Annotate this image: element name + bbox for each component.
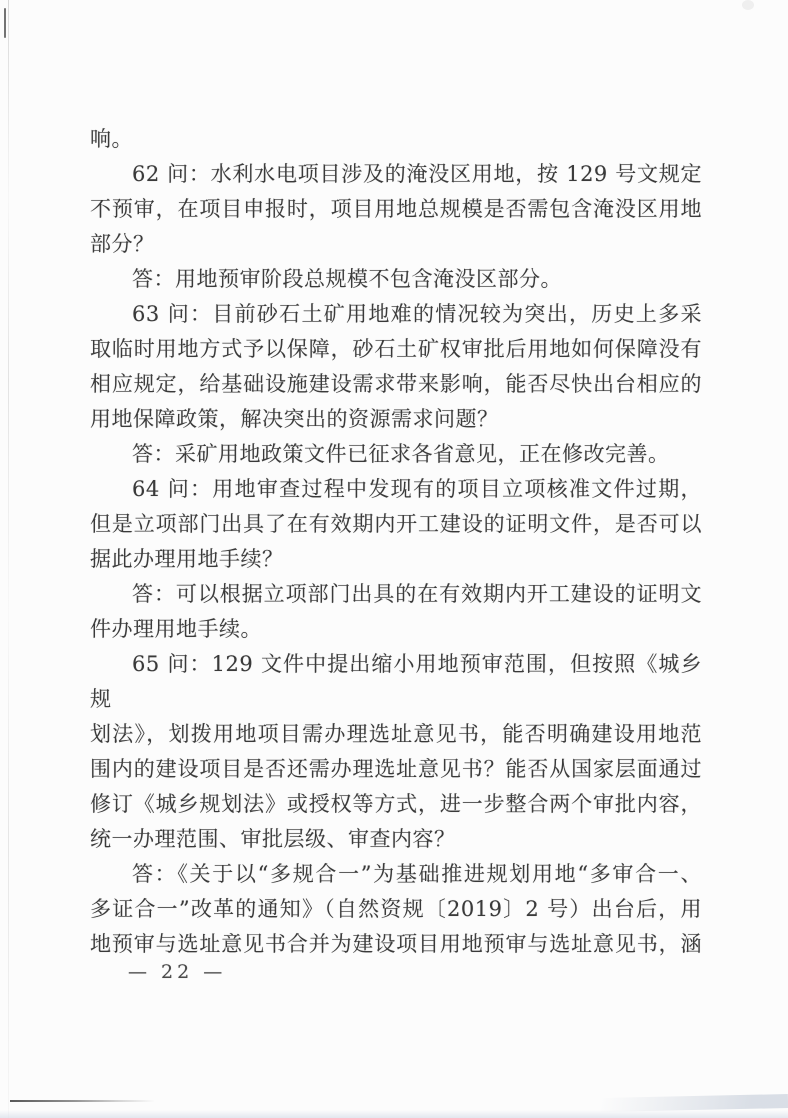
text-line: 件办理用地手续。 — [90, 617, 262, 641]
scan-artifact-left-dash — [4, 8, 6, 38]
text-line: 响。 — [90, 127, 133, 151]
text-line: 63 问：目前砂石土矿用地难的情况较为突出，历史上多采 — [132, 302, 702, 326]
text-line: 答：采矿用地政策文件已征求各省意见，正在修改完善。 — [132, 442, 670, 466]
scan-artifact-bottom-line — [10, 1100, 155, 1102]
paragraph — [90, 262, 702, 297]
scan-artifact-bottom-band — [0, 1110, 788, 1118]
paragraph — [90, 437, 702, 472]
text-line: 62 问：水利水电项目涉及的淹没区用地，按 129 号文规定 — [132, 162, 702, 186]
text-line: 修订《城乡规划法》或授权等方式，进一步整合两个审批内容， — [90, 792, 702, 816]
paragraph — [90, 857, 702, 962]
text-line: 统一办理范围、审批层级、审查内容？ — [90, 827, 456, 851]
text-line: 用地保障政策，解决突出的资源需求问题？ — [90, 407, 499, 431]
scan-artifact-left-line — [8, 0, 9, 1118]
text-line: 取临时用地方式予以保障，砂石土矿权审批后用地如何保障没有 — [90, 337, 702, 361]
paragraph — [90, 122, 702, 157]
paragraph — [90, 577, 702, 647]
text-line: 地预审与选址意见书合并为建设项目用地预审与选址意见书，涵 — [90, 932, 702, 956]
paragraph — [90, 472, 702, 577]
document-body — [90, 122, 702, 962]
page-number: — 22 — — [128, 961, 227, 983]
text-line: 64 问：用地审查过程中发现有的项目立项核准文件过期， — [132, 477, 702, 501]
scan-artifact-bottom-right-streak — [600, 1094, 788, 1112]
text-line: 不预审，在项目申报时，项目用地总规模是否需包含淹没区用地 — [90, 197, 702, 221]
text-line: 据此办理用地手续？ — [90, 547, 284, 571]
paragraph — [90, 157, 702, 262]
text-line: 但是立项部门出具了在有效期内开工建设的证明文件，是否可以 — [90, 512, 702, 536]
text-line: 答：可以根据立项部门出具的在有效期内开工建设的证明文 — [132, 582, 702, 606]
text-line: 65 问：129 文件中提出缩小用地预审范围，但按照《城乡规 — [90, 652, 702, 711]
text-line: 围内的建设项目是否还需办理选址意见书？能否从国家层面通过 — [90, 757, 702, 781]
scan-artifact-top-smudge — [742, 0, 754, 10]
text-line: 相应规定，给基础设施建设需求带来影响，能否尽快出台相应的 — [90, 372, 702, 396]
text-line: 多证合一”改革的通知》（自然资规〔2019〕2 号）出台后，用 — [90, 897, 702, 921]
text-line: 划法》，划拨用地项目需办理选址意见书，能否明确建设用地范 — [90, 722, 702, 746]
paragraph — [90, 297, 702, 437]
text-line: 答：用地预审阶段总规模不包含淹没区部分。 — [132, 267, 562, 291]
paragraph — [90, 647, 702, 857]
text-line: 部分？ — [90, 232, 155, 256]
text-line: 答：《关于以“多规合一”为基础推进规划用地“多审合一、 — [132, 862, 702, 886]
